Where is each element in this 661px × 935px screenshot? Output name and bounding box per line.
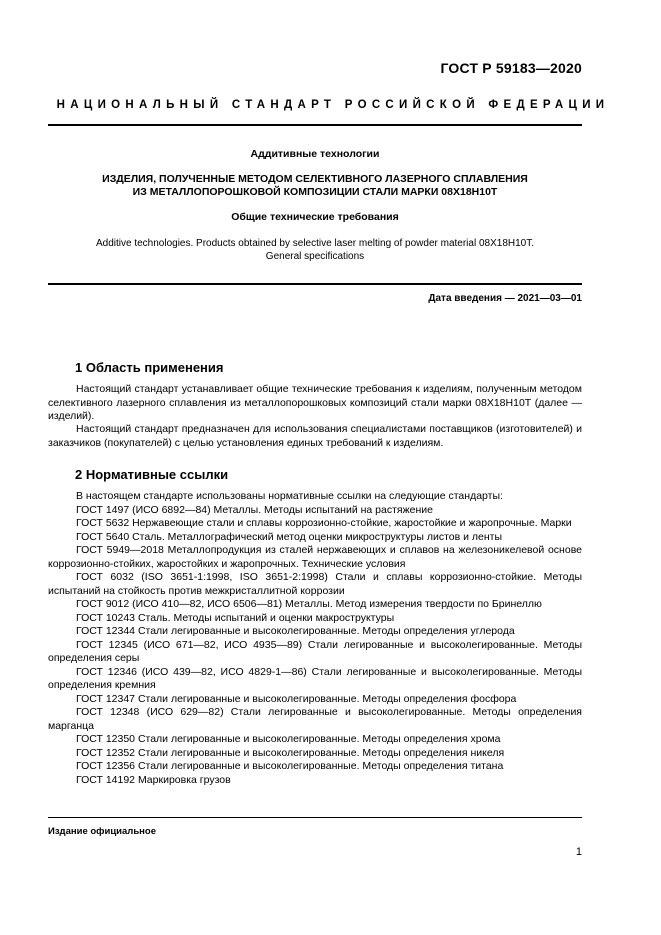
page-number: 1 <box>575 846 582 858</box>
section-1-heading: 1 Область применения <box>75 360 224 375</box>
national-standard-title: НАЦИОНАЛЬНЫЙ СТАНДАРТ РОССИЙСКОЙ ФЕДЕРАЦИИ <box>56 99 610 111</box>
reference-item: ГОСТ 1497 (ИСО 6892—84) Металлы. Методы испытаний на растяжение <box>76 503 433 516</box>
reference-item: ГОСТ 12356 Стали легированные и высоколегированные. Методы определения титана <box>76 760 504 772</box>
introduction-date: Дата введения — 2021—03—01 <box>428 293 582 304</box>
reference-item: ГОСТ 12347 Стали легированные и высоколегированные. Методы определения фосфора <box>76 692 517 705</box>
reference-item: ГОСТ 5640 Сталь. Металлографический метод оценки микроструктуры листов и ленты <box>76 530 502 543</box>
reference-item: ГОСТ 5949—2018 Металлопродукция из сталей нержавеющих и сплавов на железоникелевой основе коррозионно-стойких, жаростойких и жаропрочных. Технические условия <box>48 544 582 570</box>
footer-divider <box>48 817 582 818</box>
official-edition-label: Издание официальное <box>48 826 156 837</box>
english-title-line-1: Additive technologies. Products obtained by selective laser melting of powder material 08Х18Н10Т. <box>95 238 535 249</box>
reference-item: ГОСТ 12344 Стали легированные и высоколегированные. Методы определения углерода <box>76 625 515 637</box>
reference-item: ГОСТ 14192 Маркировка грузов <box>76 773 231 786</box>
reference-item: ГОСТ 5632 Нержавеющие стали и сплавы коррозионно-стойкие, жаростойкие и жаропрочные. Марки <box>76 517 572 529</box>
english-title-line-2: General specifications <box>265 251 365 262</box>
top-divider <box>48 124 582 126</box>
middle-divider <box>48 283 582 285</box>
reference-item: ГОСТ 12346 (ИСО 439—82, ИСО 4829-1—86) Стали легированные и высоколегированные. Методы определения кремния <box>48 665 582 691</box>
subject-heading: Аддитивные технологии <box>250 148 380 160</box>
reference-item: ГОСТ 12352 Стали легированные и высоколегированные. Методы определения никеля <box>76 746 505 759</box>
reference-item: ГОСТ 10243 Сталь. Методы испытаний и оценки макроструктуры <box>76 611 395 624</box>
normative-references-list <box>48 490 582 787</box>
reference-item: ГОСТ 6032 (ISO 3651-1:1998, ISO 3651-2:1998) Стали и сплавы коррозионно-стойкие. Методы испытаний на стойкость против межкристаллитной коррозии <box>48 571 582 597</box>
document-title-line-1: ИЗДЕЛИЯ, ПОЛУЧЕННЫЕ МЕТОДОМ СЕЛЕКТИВНОГО ЛАЗЕРНОГО СПЛАВЛЕНИЯ <box>102 173 528 185</box>
document-subtitle: Общие технические требования <box>231 211 399 223</box>
section-1-paragraph-2: Настоящий стандарт предназначен для использования специалистами поставщиков (изготовителей) и заказчиков (покупателей) с целью установления единых требований к изделиям. <box>48 423 582 449</box>
document-title-line-2: ИЗ МЕТАЛЛОПОРОШКОВОЙ КОМПОЗИЦИИ СТАЛИ МАРКИ 08Х18Н10Т <box>132 186 498 198</box>
reference-item: ГОСТ 12345 (ИСО 671—82, ИСО 4935—89) Стали легированные и высоколегированные. Методы определения серы <box>48 638 582 664</box>
reference-intro: В настоящем стандарте использованы нормативные ссылки на следующие стандарты: <box>76 490 503 502</box>
reference-item: ГОСТ 12348 (ИСО 629—82) Стали легированные и высоколегированные. Методы определения марганца <box>48 706 582 732</box>
reference-item: ГОСТ 12350 Стали легированные и высоколегированные. Методы определения хрома <box>76 733 501 745</box>
reference-item: ГОСТ 9012 (ИСО 410—82, ИСО 6506—81) Металлы. Метод измерения твердости по Бринеллю <box>76 598 542 610</box>
document-number: ГОСТ Р 59183—2020 <box>440 60 582 76</box>
section-1-paragraph-1: Настоящий стандарт устанавливает общие технические требования к изделиям, полученным методом селективного лазерного сплавления из металлопорошковых композиций стали марки 08Х18Н10Т (далее — изделий). <box>48 383 582 422</box>
section-2-heading: 2 Нормативные ссылки <box>75 467 229 482</box>
